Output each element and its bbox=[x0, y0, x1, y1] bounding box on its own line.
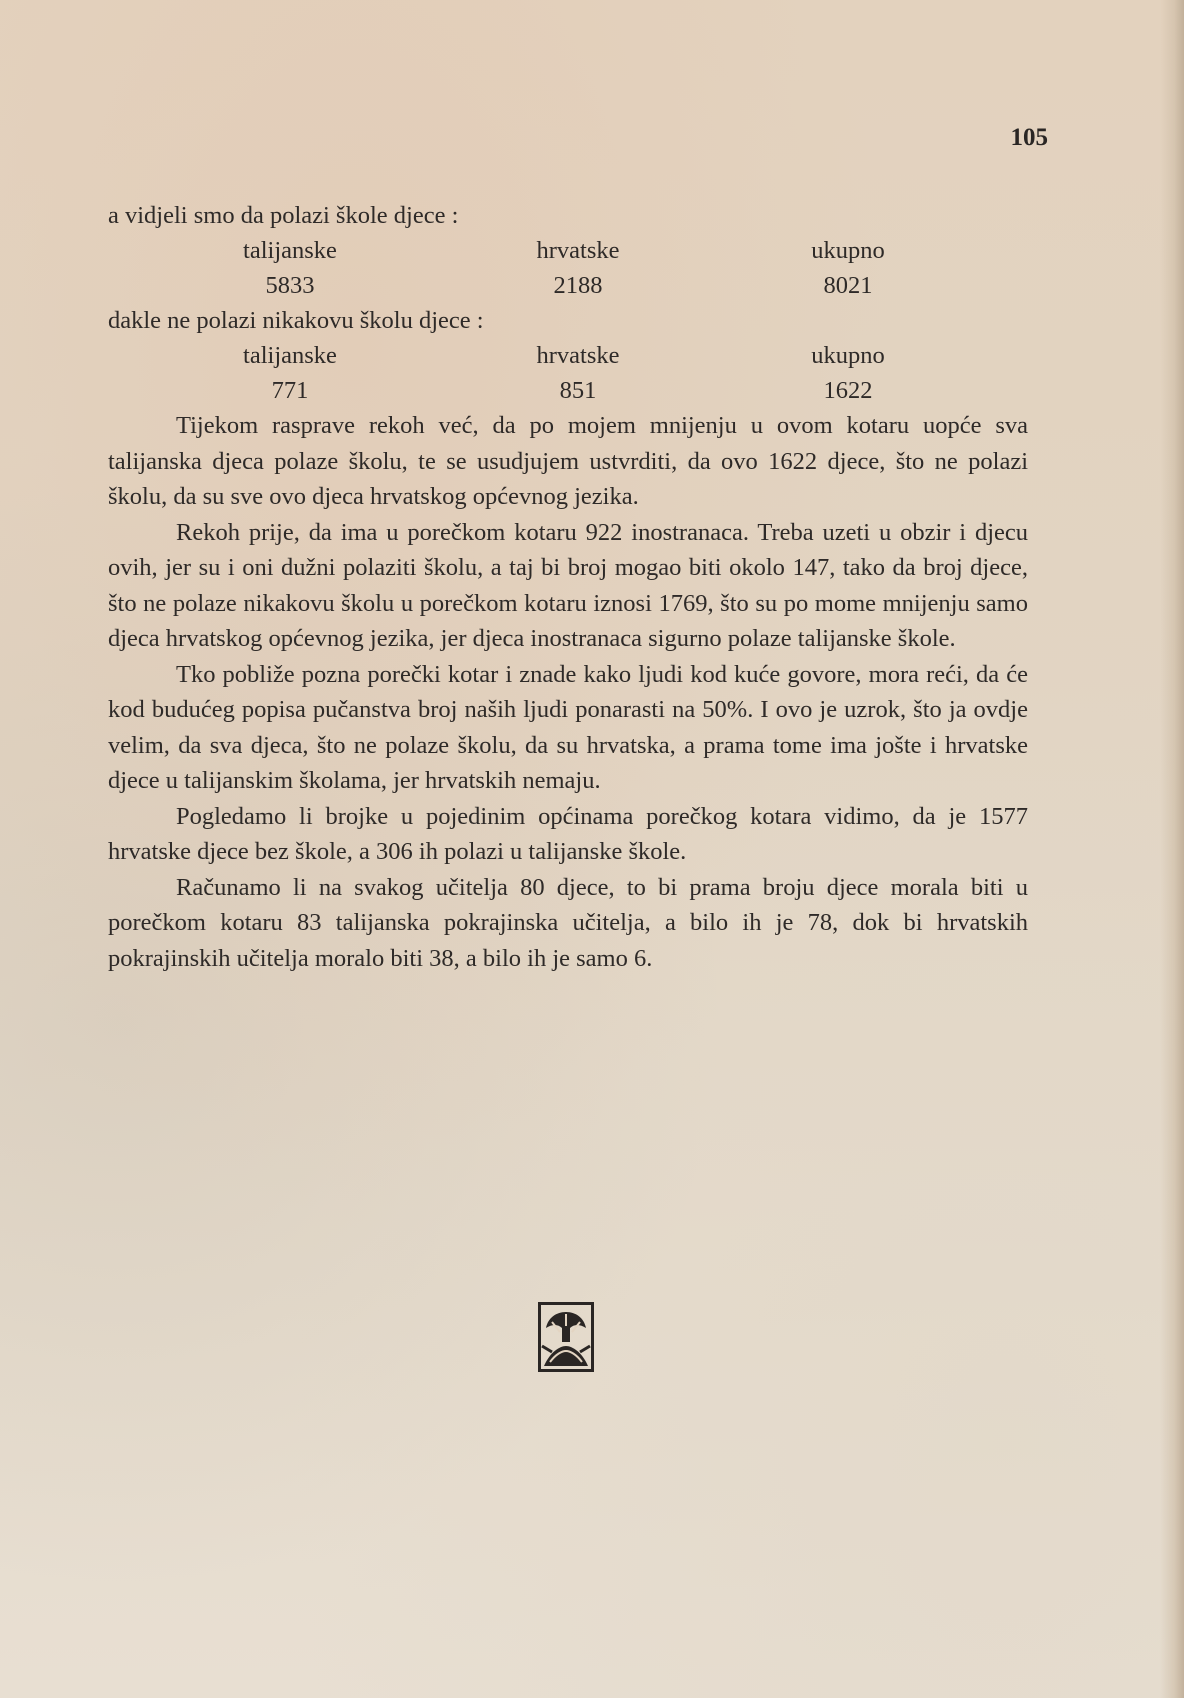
paragraph-text: Tko pobliže pozna porečki kotar i znade kako ljudi kod kuće govore, mora reći, da će kod budućeg popisa pučanstva broj naših ljudi ponarasti na 50%. I ovo je uzrok, što ja ovdje velim, da sva djeca, što ne polaze školu, da su hrvatska, a prama tome ima jošte i hrvatske djece u talijanskim školama, jer hrvatskih nemaju. bbox=[108, 660, 1028, 794]
page-edge-shadow bbox=[1160, 0, 1184, 1698]
table1-value-italian: 5833 bbox=[265, 272, 315, 299]
table1-header-italian: talijanske bbox=[243, 237, 337, 264]
table2-value-croatian: 851 bbox=[559, 377, 597, 404]
page-number: 105 bbox=[1010, 124, 1048, 151]
middle-line: dakle ne polazi nikakovu školu djece : bbox=[108, 307, 484, 334]
table1-header-total: ukupno bbox=[811, 237, 885, 264]
body-text bbox=[108, 198, 1028, 976]
tree-vignette-icon bbox=[538, 1302, 594, 1372]
paragraph bbox=[108, 408, 1028, 515]
table2-header-croatian: hrvatske bbox=[536, 342, 620, 369]
paragraph bbox=[108, 870, 1028, 977]
table2-value-total: 1622 bbox=[823, 377, 873, 404]
table2-value-italian: 771 bbox=[271, 377, 309, 404]
table2-header-total: ukupno bbox=[811, 342, 885, 369]
paragraph-text: Rekoh prije, da ima u porečkom kotaru 922 inostranaca. Treba uzeti u obzir i djecu ovih, jer su i oni dužni polaziti školu, a taj bi broj mogao biti okolo 147, tako da broj djece, što ne polaze nikakovu školu u porečkom kotaru iznosi 1769, što su po mome mnijenju samo djeca hrvatskog općevnog jezika, jer djeca inostranaca sigurno polaze talijanske škole. bbox=[108, 518, 1028, 652]
table1-value-total: 8021 bbox=[823, 272, 873, 299]
paragraph-text: Tijekom rasprave rekoh već, da po mojem mnijenju u ovom kotaru uopće sva talijanska djeca polaze školu, te se usudjujem ustvrditi, da ovo 1622 djece, što ne polazi školu, da su sve ovo djeca hrvatskog općevnog jezika. bbox=[108, 412, 1028, 510]
table1-value-croatian: 2188 bbox=[553, 272, 603, 299]
paragraph bbox=[108, 515, 1028, 657]
table1-value-row bbox=[108, 268, 1028, 303]
intro-line: a vidjeli smo da polazi škole djece : bbox=[108, 202, 459, 229]
paragraph-text: Pogledamo li brojke u pojedinim općinama porečkog kotara vidimo, da je 1577 hrvatske djece bez škole, a 306 ih polazi u talijanske škole. bbox=[108, 802, 1028, 865]
paragraph bbox=[108, 799, 1028, 870]
table1-header-croatian: hrvatske bbox=[536, 237, 620, 264]
table1-header-row bbox=[108, 233, 1028, 268]
paragraph bbox=[108, 657, 1028, 799]
table2-value-row bbox=[108, 373, 1028, 408]
table2-header-italian: talijanske bbox=[243, 342, 337, 369]
table2-header-row bbox=[108, 338, 1028, 373]
paragraph-text: Računamo li na svakog učitelja 80 djece, to bi prama broju djece morala biti u porečkom kotaru 83 talijanska pokrajinska učitelja, a bilo ih je 78, dok bi hrvatskih pokrajinskih učitelja moralo biti 38, a bilo ih je samo 6. bbox=[108, 873, 1028, 972]
